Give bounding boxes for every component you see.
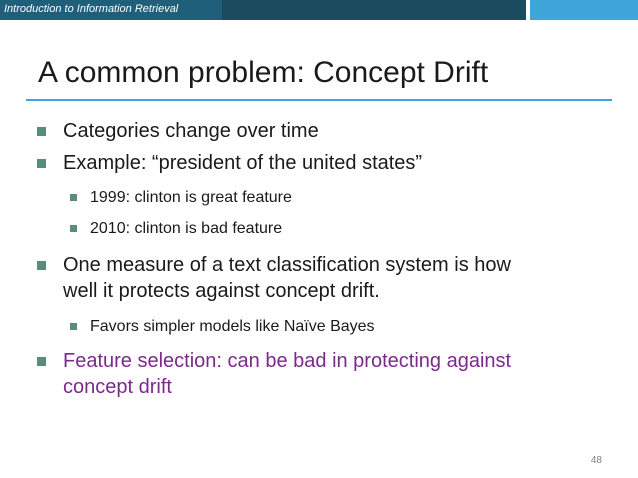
square-bullet-icon [37, 159, 46, 168]
slide-title: A common problem: Concept Drift [38, 56, 489, 89]
bullet-item [63, 150, 422, 176]
sub-bullet-text: 1999: clinton is great feature [90, 189, 292, 206]
square-bullet-icon [37, 357, 46, 366]
square-bullet-icon [70, 225, 77, 232]
title-underline [26, 99, 612, 101]
sub-bullet-text: Favors simpler models like Naïve Bayes [90, 318, 375, 335]
square-bullet-icon [37, 261, 46, 270]
bullet-text-line1: Feature selection: can be bad in protecting against [63, 350, 512, 372]
bullet-text-line1: One measure of a text classification system is how [63, 254, 511, 276]
bullet-text-line2: well it protects against concept drift. [63, 280, 380, 302]
bullet-text: Example: “president of the united states” [63, 152, 423, 174]
bullet-item [63, 118, 319, 144]
square-bullet-icon [70, 323, 77, 330]
square-bullet-icon [70, 194, 77, 201]
bullet-text-line2: concept drift [63, 376, 172, 398]
sub-bullet-item [90, 316, 375, 338]
square-bullet-icon [37, 127, 46, 136]
bullet-item-highlight [63, 348, 511, 400]
sub-bullet-text: 2010: clinton is bad feature [90, 220, 283, 237]
header-middle-segment [222, 0, 526, 20]
sub-bullet-item [90, 187, 292, 209]
bullet-text: Categories change over time [63, 120, 319, 142]
header-accent-segment [530, 0, 638, 20]
sub-bullet-item [90, 218, 282, 240]
page-number: 48 [590, 455, 602, 466]
bullet-item [63, 252, 511, 304]
header-bar [0, 0, 638, 20]
course-title: Introduction to Information Retrieval [4, 3, 179, 15]
